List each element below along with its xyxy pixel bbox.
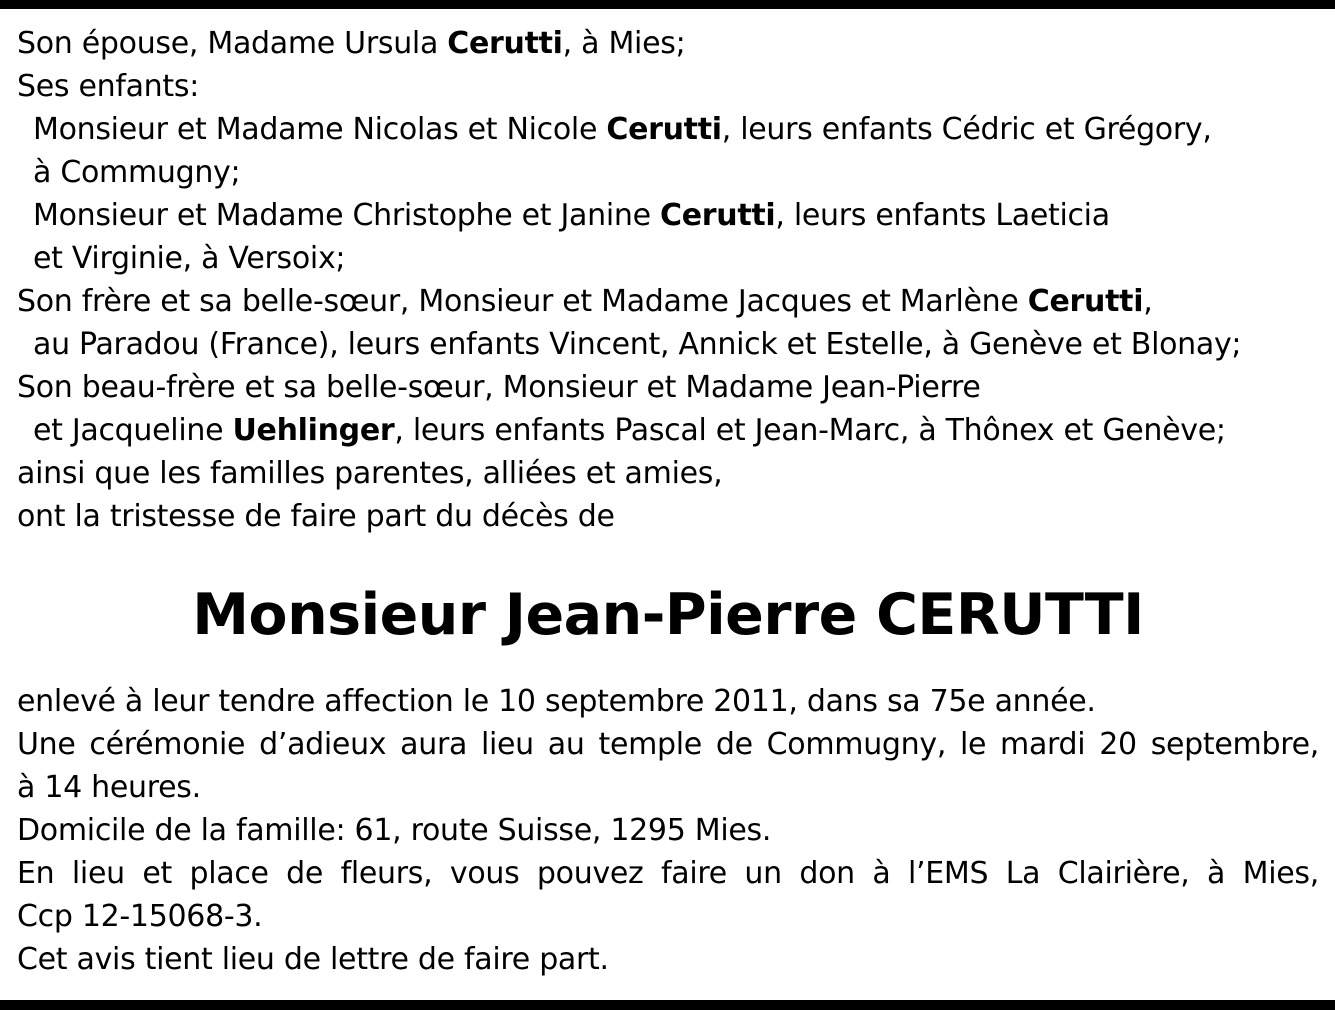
brother-in-law-surname: Uehlinger [232, 413, 395, 448]
child1-text: Monsieur et Madame Nicolas et Nicole [33, 112, 607, 147]
brother-text: Son frère et sa belle-sœur, Monsieur et Madame Jacques et Marlène [17, 284, 1028, 319]
brother-in-law-text: et Jacqueline [33, 413, 233, 448]
child2-surname: Cerutti [660, 198, 776, 233]
child1-surname: Cerutti [606, 112, 722, 147]
death-notice [17, 22, 1319, 981]
domicile-line: Domicile de la famille: 61, route Suisse, 1295 Mies. [17, 813, 772, 848]
spouse-surname: Cerutti [447, 26, 563, 61]
child2-line [17, 194, 1319, 237]
brother-in-law-line: Son beau-frère et sa belle-sœur, Monsieur et Madame Jean-Pierre [17, 370, 981, 405]
child1-line [17, 108, 1319, 151]
relatives-line: ainsi que les familles parentes, alliées et amies, [17, 456, 723, 491]
child2-children: , leurs enfants Laeticia [775, 198, 1110, 233]
family-list [17, 22, 1319, 538]
closing-line: Cet avis tient lieu de lettre de faire part. [17, 942, 609, 977]
ceremony-line: Une cérémonie d’adieux aura lieu au temple de Commugny, le mardi 20 septembre, [17, 727, 1319, 762]
top-border-rule [0, 0, 1335, 9]
brother-surname: Cerutti [1027, 284, 1144, 319]
children-label: Ses enfants: [17, 69, 199, 104]
deceased-name: Monsieur Jean-Pierre CERUTTI [192, 582, 1144, 648]
brother-line [17, 280, 1319, 323]
child2-text: Monsieur et Madame Christophe et Janine [33, 198, 660, 233]
donation-line: En lieu et place de fleurs, vous pouvez faire un don à l’EMS La Clairière, à Mies, [17, 856, 1319, 891]
passing-line: enlevé à leur tendre affection le 10 septembre 2011, dans sa 75e année. [17, 684, 1096, 719]
child2-continuation: et Virginie, à Versoix; [33, 241, 346, 276]
child1-continuation: à Commugny; [33, 155, 241, 190]
spouse-location: , à Mies; [562, 26, 686, 61]
brother-continuation: au Paradou (France), leurs enfants Vincent, Annick et Estelle, à Genève et Blonay; [33, 327, 1242, 362]
donation-account: Ccp 12-15068-3. [17, 899, 263, 934]
bottom-border-rule [0, 1000, 1335, 1010]
ceremony-time: à 14 heures. [17, 770, 201, 805]
announcement-line: ont la tristesse de faire part du décès de [17, 499, 615, 534]
spouse-text: Son épouse, Madame Ursula [17, 26, 448, 61]
brother-in-law-continuation [17, 409, 1319, 452]
spouse-line [17, 22, 1319, 65]
brother-comma: , [1143, 284, 1153, 319]
brother-in-law-children: , leurs enfants Pascal et Jean-Marc, à Thônex et Genève; [394, 413, 1226, 448]
notice-details [17, 680, 1319, 981]
child1-children: , leurs enfants Cédric et Grégory, [721, 112, 1212, 147]
